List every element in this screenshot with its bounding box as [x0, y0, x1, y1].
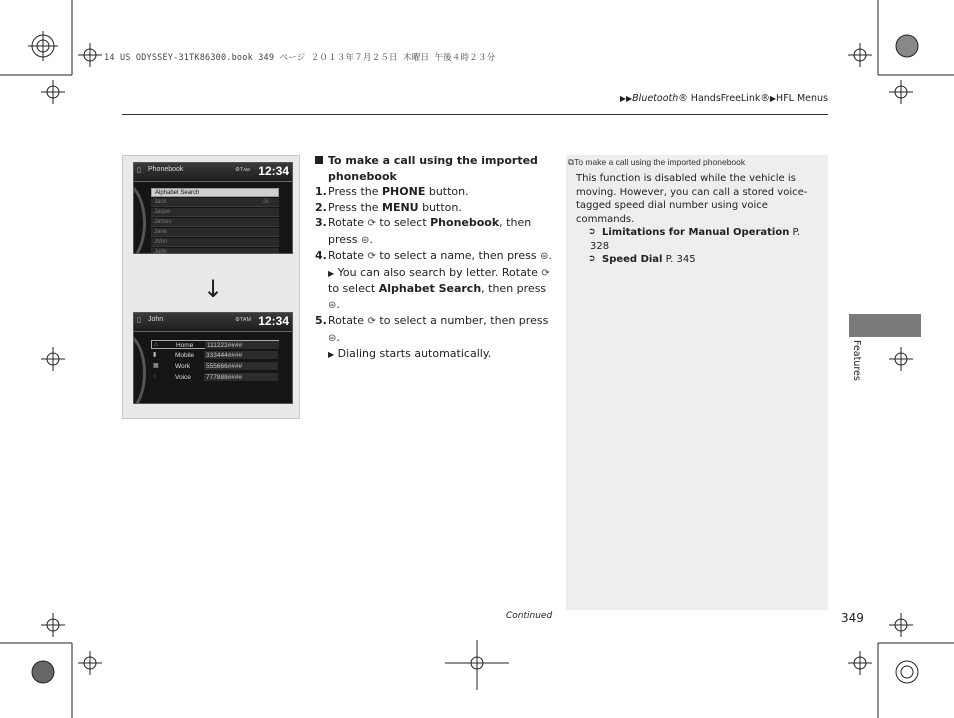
step-4-note: ▶ You can also search by letter. Rotate ⟳ to select Alphabet Search, then press ⊜. — [315, 265, 555, 314]
step-3: 3. Rotate ⟳ to select Phonebook, then press ⊜. — [315, 215, 555, 248]
list-item: Jane — [151, 228, 279, 237]
screen-title-bar — [134, 313, 292, 332]
clock: 12:34 — [258, 314, 289, 328]
square-bullet-icon — [315, 156, 323, 164]
list-item: James — [151, 218, 279, 227]
step-5: 5. Rotate ⟳ to select a number, then press ⊜. — [315, 313, 555, 346]
breadcrumb-arrow-icon: ▶▶ — [619, 94, 633, 103]
selector-knob-rotate-icon: ⟳ — [541, 267, 550, 279]
book-info: 14 US ODYSSEY-31TK86300.book 349 ページ ２０１３年７月２５日 木曜日 午後４時２３分 — [104, 53, 496, 63]
breadcrumb-arrow-icon: ▶ — [769, 94, 777, 103]
selector-knob-press-icon: ⊜ — [328, 299, 337, 311]
contact-screen — [133, 312, 293, 404]
breadcrumb — [620, 93, 828, 104]
breadcrumb-part2: ® HandsFreeLink® — [678, 93, 770, 104]
down-arrow-icon: ↓ — [203, 275, 224, 303]
number-row: ⌂ Home 111222#### — [151, 340, 279, 349]
sidebar-body — [576, 172, 822, 267]
screen-title: John — [148, 316, 164, 323]
screen-title: Phonebook — [148, 166, 184, 173]
selector-knob-rotate-icon: ⟳ — [367, 251, 376, 262]
breadcrumb-part1: Bluetooth — [632, 93, 679, 104]
status-icons: ⚙TAM — [235, 317, 252, 323]
selector-knob-press-icon: ⊜ — [540, 251, 549, 262]
selector-knob-rotate-icon: ⟳ — [367, 218, 376, 229]
step-4: 4. Rotate ⟳ to select a name, then press ⊜. — [315, 248, 555, 265]
section-label: Features — [851, 340, 862, 381]
status-icons: ⚙Tᴀᴍ — [235, 167, 250, 173]
instruction-steps — [315, 153, 555, 363]
number-row: ◌ Voice 777888#### — [151, 373, 279, 382]
dial-graphic — [133, 333, 146, 404]
mobile-icon: ▮ — [153, 352, 157, 358]
list-item: Jack Js — [151, 198, 279, 207]
reference-arrow-icon: ➲ — [588, 227, 596, 237]
selector-knob-press-icon: ⊜ — [328, 332, 337, 344]
list-item: Jaque — [151, 208, 279, 217]
phonebook-screen — [133, 162, 293, 254]
cross-reference-link[interactable]: ➲ Limitations for Manual Operation P. 328 — [588, 227, 801, 252]
continued-label: Continued — [506, 611, 553, 621]
screen-illustration — [122, 155, 300, 419]
clock: 12:34 — [258, 164, 289, 178]
page-number: 349 — [841, 611, 864, 625]
sidebar-title: ⧉To make a call using the imported phonebook — [568, 157, 746, 167]
selector-knob-rotate-icon: ⟳ — [367, 316, 376, 327]
list-item: Judy — [151, 248, 279, 254]
home-icon: ⌂ — [154, 342, 158, 348]
alphabet-search-row: Alphabet Search — [151, 188, 279, 197]
section-tab — [849, 314, 921, 337]
step-1: 1. Press the PHONE button. — [315, 185, 469, 198]
voice-icon: ◌ — [153, 374, 157, 380]
number-row: ▦ Work 555666#### — [151, 362, 279, 371]
work-icon: ▦ — [153, 363, 159, 369]
number-row: ▮ Mobile 333444#### — [151, 351, 279, 360]
screen-title-bar — [134, 163, 292, 182]
section-heading: To make a call using the imported phonebook — [315, 153, 555, 184]
reference-arrow-icon: ➲ — [588, 254, 596, 264]
sidebar-note — [566, 155, 828, 610]
step-2: 2. Press the MENU button. — [315, 200, 462, 214]
cross-reference-link[interactable]: ➲ Speed Dial P. 345 — [588, 254, 696, 265]
header-rule — [122, 114, 828, 115]
breadcrumb-part3: HFL Menus — [776, 93, 828, 104]
note-icon: ⧉ — [568, 157, 575, 167]
dial-graphic — [133, 183, 146, 254]
triangle-bullet-icon: ▶ — [328, 350, 335, 359]
step-5-note: ▶ Dialing starts automatically. — [328, 347, 492, 360]
phone-icon: ▯ — [137, 166, 141, 174]
selector-knob-press-icon: ⊜ — [361, 234, 370, 246]
triangle-bullet-icon: ▶ — [328, 268, 335, 278]
phone-icon: ▯ — [137, 316, 141, 324]
list-item: John — [151, 238, 279, 247]
sidebar-text: This function is disabled while the vehicle is moving. However, you can call a stored voice-tagged speed dial number using voice commands. — [576, 173, 808, 225]
